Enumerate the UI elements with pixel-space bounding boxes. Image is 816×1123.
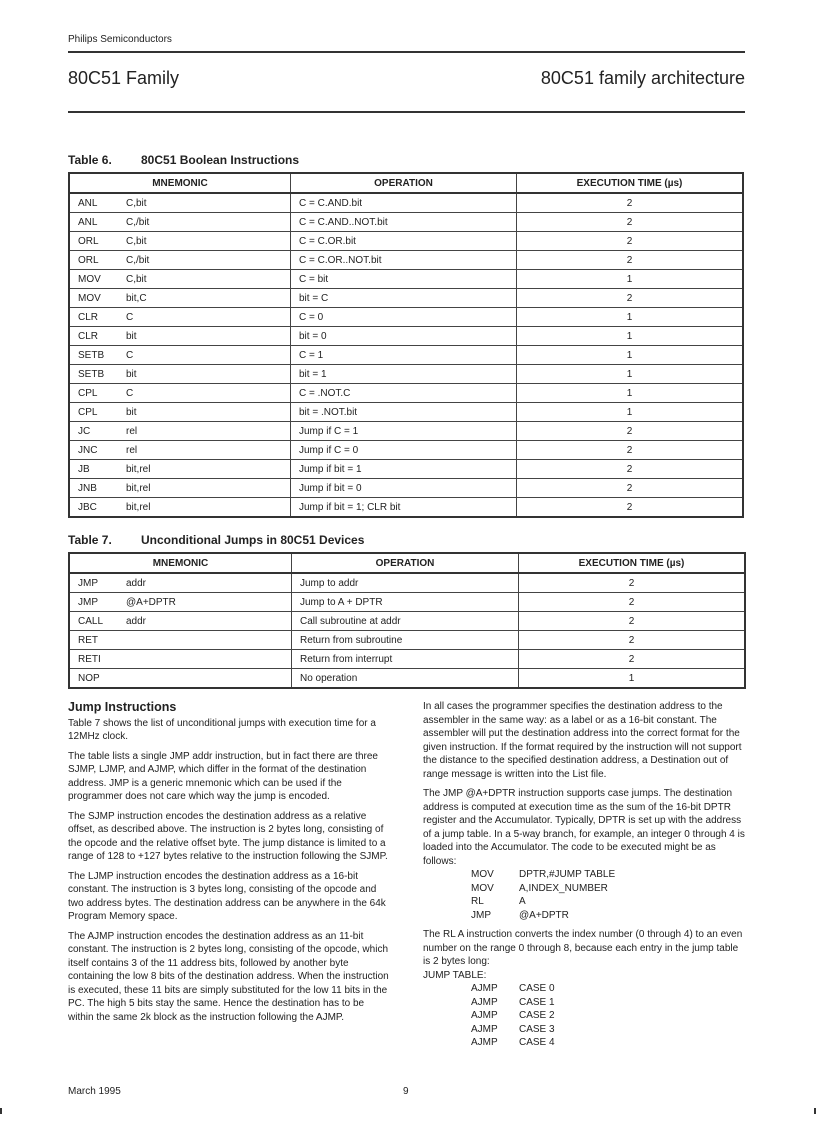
operand: @A+DPTR <box>126 596 176 608</box>
instruction: ANL <box>78 197 98 209</box>
table6-row <box>69 479 743 498</box>
exec-time-cell: 1 <box>517 403 744 422</box>
mnemonic-cell <box>69 384 291 403</box>
mnemonic-cell <box>69 669 292 689</box>
mnemonic-cell <box>69 498 291 518</box>
operand: C,bit <box>126 273 147 285</box>
instruction: ORL <box>78 254 99 266</box>
table6-row <box>69 460 743 479</box>
table6-row <box>69 270 743 289</box>
operation-cell: C = .NOT.C <box>291 384 517 403</box>
table6 <box>68 172 744 518</box>
operand: bit,C <box>126 292 147 304</box>
operation-cell: bit = .NOT.bit <box>291 403 517 422</box>
exec-time-cell: 2 <box>517 498 744 518</box>
table6-row <box>69 213 743 232</box>
operation-cell: C = C.OR..NOT.bit <box>291 251 517 270</box>
page-corner-mark <box>0 1108 2 1114</box>
instruction: JMP <box>78 596 98 608</box>
operation-cell: Return from subroutine <box>292 631 519 650</box>
code-line: JMP @A+DPTR <box>471 909 569 921</box>
company-name: Philips Semiconductors <box>68 34 172 45</box>
mnemonic-cell <box>69 365 291 384</box>
table6-caption <box>68 153 299 167</box>
operand: C <box>126 387 134 399</box>
instruction: JBC <box>78 501 97 513</box>
exec-time-cell: 1 <box>517 308 744 327</box>
operand: addr <box>126 577 147 589</box>
operation-cell: bit = C <box>291 289 517 308</box>
exec-time-cell: 2 <box>517 441 744 460</box>
operation-cell: Jump to addr <box>292 573 519 593</box>
operation-cell: Jump if bit = 1; CLR bit <box>291 498 517 518</box>
mnemonic-cell <box>69 460 291 479</box>
operation-cell: bit = 0 <box>291 327 517 346</box>
operation-cell: Jump to A + DPTR <box>292 593 519 612</box>
mnemonic-cell <box>69 650 292 669</box>
code-line: AJMP CASE 3 <box>471 1023 555 1035</box>
instruction: NOP <box>78 672 100 684</box>
exec-time-cell: 2 <box>517 422 744 441</box>
table6-row <box>69 193 743 213</box>
table6-title: 80C51 Boolean Instructions <box>141 153 300 167</box>
table6-row <box>69 365 743 384</box>
exec-time-cell: 2 <box>517 251 744 270</box>
operand: C,bit <box>126 235 147 247</box>
operand: bit <box>126 406 137 418</box>
table7-row <box>69 612 745 631</box>
page-number: 9 <box>403 1086 409 1097</box>
exec-time-cell: 2 <box>519 573 746 593</box>
mnemonic-cell <box>69 593 292 612</box>
mnemonic-cell <box>69 251 291 270</box>
operand: C,/bit <box>126 254 150 266</box>
instruction: JNC <box>78 444 98 456</box>
document-section-title: 80C51 family architecture <box>540 68 745 88</box>
table6-row <box>69 403 743 422</box>
table6-row <box>69 422 743 441</box>
table6-row <box>69 308 743 327</box>
exec-time-cell: 1 <box>517 270 744 289</box>
exec-time-cell: 2 <box>517 289 744 308</box>
paragraph: The SJMP instruction encodes the destination address as a relative offset, as described above. The instruction is 2 bytes long, consisting of the opcode and the relative offset byte. The jump distance is limited to a range of 128 to +127 bytes relative to the instruction following the SJMP. <box>68 810 388 862</box>
exec-time-cell: 1 <box>517 384 744 403</box>
code-line: AJMP CASE 4 <box>471 1037 555 1048</box>
operation-cell: Jump if C = 1 <box>291 422 517 441</box>
table6-header-mnemonic: MNEMONIC <box>69 173 291 193</box>
operation-cell: Jump if bit = 1 <box>291 460 517 479</box>
paragraph: The JMP @A+DPTR instruction supports case jumps. The destination address is computed at execution time as the sum of the 16-bit DPTR register and the Accumulator. Typically, DPTR is set up with the address of a jump table. In a 5-way branch, for example, an integer 0 through 4 is loaded into the Accumulator. The code to be executed might be as follows: <box>423 788 745 867</box>
exec-time-cell: 2 <box>517 479 744 498</box>
exec-time-cell: 2 <box>519 593 746 612</box>
mnemonic-cell <box>69 213 291 232</box>
table6-row <box>69 232 743 251</box>
table7-header-exec-time: EXECUTION TIME (µs) <box>519 553 746 573</box>
mnemonic-cell <box>69 422 291 441</box>
instruction: JB <box>78 463 90 475</box>
instruction: JNB <box>78 482 97 494</box>
exec-time-cell: 2 <box>517 193 744 213</box>
right-column <box>423 700 745 1056</box>
operation-cell: C = 1 <box>291 346 517 365</box>
exec-time-cell: 1 <box>517 327 744 346</box>
paragraph: Table 7 shows the list of unconditional jumps with execution time for a 12MHz clock. <box>68 717 376 742</box>
operand: bit,rel <box>126 501 151 513</box>
paragraph: The AJMP instruction encodes the destination address as an 11-bit constant. The instruction is 2 bytes long, consisting of the opcode, which itself contains 3 of the 11 address bits, followed by another byte containing the low 8 bits of the destination address. When the instruction is executed, these 11 bits are simply substituted for the low 11 bits in the PC. The high 5 bits stay the same. Hence the destination has to be within the same 2k block as the instruction following the AJMP. <box>68 930 389 1023</box>
mnemonic-cell <box>69 573 292 593</box>
code-line: MOV DPTR,#JUMP TABLE <box>471 869 616 880</box>
exec-time-cell: 2 <box>519 612 746 631</box>
operand: C <box>126 349 134 361</box>
operand: bit,rel <box>126 482 151 494</box>
instruction: JMP <box>78 577 98 589</box>
instruction: ANL <box>78 216 98 228</box>
table6-row <box>69 498 743 518</box>
instruction: SETB <box>78 349 105 361</box>
table6-row <box>69 327 743 346</box>
instruction: RETI <box>78 653 101 665</box>
table7-caption <box>68 533 364 547</box>
mnemonic-cell <box>69 289 291 308</box>
operation-cell: C = bit <box>291 270 517 289</box>
table7-header-mnemonic: MNEMONIC <box>69 553 292 573</box>
mnemonic-cell <box>69 232 291 251</box>
table7-row <box>69 631 745 650</box>
code-block-jump <box>423 868 745 922</box>
operation-cell: No operation <box>292 669 519 689</box>
operation-cell: C = C.AND..NOT.bit <box>291 213 517 232</box>
mnemonic-cell <box>69 270 291 289</box>
operation-cell: C = C.OR.bit <box>291 232 517 251</box>
operation-cell: C = C.AND.bit <box>291 193 517 213</box>
exec-time-cell: 1 <box>517 346 744 365</box>
table6-row <box>69 441 743 460</box>
instruction: ORL <box>78 235 99 247</box>
exec-time-cell: 2 <box>517 232 744 251</box>
footer-date: March 1995 <box>68 1086 121 1097</box>
table7-title: Unconditional Jumps in 80C51 Devices <box>141 533 365 547</box>
table6-row <box>69 289 743 308</box>
exec-time-cell: 2 <box>519 631 746 650</box>
code-line: AJMP CASE 2 <box>471 1010 555 1021</box>
operation-cell: Return from interrupt <box>292 650 519 669</box>
paragraph: The LJMP instruction encodes the destination address as a 16-bit constant. The instruction is 3 bytes long, consisting of the opcode and two address bytes. The destination address can be anywhere in the 64k Program Memory space. <box>68 870 386 922</box>
instruction: SETB <box>78 368 105 380</box>
instruction: CALL <box>78 615 104 627</box>
mnemonic-cell <box>69 631 292 650</box>
header-rule-bottom <box>68 111 745 113</box>
table6-header-operation: OPERATION <box>291 173 517 193</box>
exec-time-cell: 2 <box>519 650 746 669</box>
mnemonic-cell <box>69 403 291 422</box>
exec-time-cell: 2 <box>517 460 744 479</box>
document-family-title: 80C51 Family <box>68 68 180 88</box>
paragraph: The RL A instruction converts the index number (0 through 4) to an even number on the range 0 through 8, because each entry in the jump table is 2 bytes long: <box>423 929 743 967</box>
jump-table-label: JUMP TABLE: <box>423 969 487 981</box>
operand: bit <box>126 330 137 342</box>
table7-row <box>69 669 745 689</box>
operand: C,bit <box>126 197 147 209</box>
table7 <box>68 552 746 689</box>
table6-header-exec-time: EXECUTION TIME (µs) <box>517 173 744 193</box>
operand: C,/bit <box>126 216 150 228</box>
table6-row <box>69 346 743 365</box>
instruction: MOV <box>78 273 101 285</box>
code-line: MOV A,INDEX_NUMBER <box>471 882 608 894</box>
operation-cell: Call subroutine at addr <box>292 612 519 631</box>
paragraph: In all cases the programmer specifies the destination address to the assembler in the same way: as a label or as a 16-bit constant. The assembler will put the destination address into the correct format for the given instruction. If the format required by the instruction will not support the distance to the specified destination address, a Destination out of range message is written into the List file. <box>423 701 742 780</box>
paragraph: The table lists a single JMP addr instruction, but in fact there are three SJMP, LJMP, and AJMP, which differ in the format of the destination address. JMP is a generic mnemonic which can be used if the programmer does not care which way the jump is encoded. <box>68 750 378 802</box>
instruction: CPL <box>78 406 98 418</box>
operand: bit,rel <box>126 463 151 475</box>
code-block-jump-table <box>423 982 745 1050</box>
instruction: RET <box>78 634 98 646</box>
mnemonic-cell <box>69 327 291 346</box>
jump-instructions-heading: Jump Instructions <box>68 700 177 714</box>
table7-row <box>69 650 745 669</box>
exec-time-cell: 1 <box>519 669 746 689</box>
instruction: CPL <box>78 387 98 399</box>
operand: addr <box>126 615 147 627</box>
operand: rel <box>126 444 138 456</box>
operation-cell: Jump if C = 0 <box>291 441 517 460</box>
code-line: AJMP CASE 1 <box>471 996 555 1008</box>
table7-label: Table 7. <box>68 533 112 547</box>
operand: rel <box>126 425 138 437</box>
mnemonic-cell <box>69 346 291 365</box>
left-column <box>68 701 392 1030</box>
instruction: CLR <box>78 311 99 323</box>
table7-row <box>69 593 745 612</box>
table7-header-operation: OPERATION <box>292 553 519 573</box>
header-rule-top <box>68 51 745 53</box>
exec-time-cell: 2 <box>517 213 744 232</box>
table6-row <box>69 251 743 270</box>
operation-cell: C = 0 <box>291 308 517 327</box>
code-line: RL A <box>471 896 526 907</box>
instruction: JC <box>78 425 91 437</box>
mnemonic-cell <box>69 612 292 631</box>
table6-row <box>69 384 743 403</box>
table6-label: Table 6. <box>68 153 112 167</box>
exec-time-cell: 1 <box>517 365 744 384</box>
code-line: AJMP CASE 0 <box>471 983 555 994</box>
operand: bit <box>126 368 137 380</box>
mnemonic-cell <box>69 441 291 460</box>
table7-row <box>69 573 745 593</box>
mnemonic-cell <box>69 308 291 327</box>
mnemonic-cell <box>69 193 291 213</box>
operation-cell: Jump if bit = 0 <box>291 479 517 498</box>
operation-cell: bit = 1 <box>291 365 517 384</box>
operand: C <box>126 311 134 323</box>
instruction: CLR <box>78 330 99 342</box>
mnemonic-cell <box>69 479 291 498</box>
instruction: MOV <box>78 292 101 304</box>
